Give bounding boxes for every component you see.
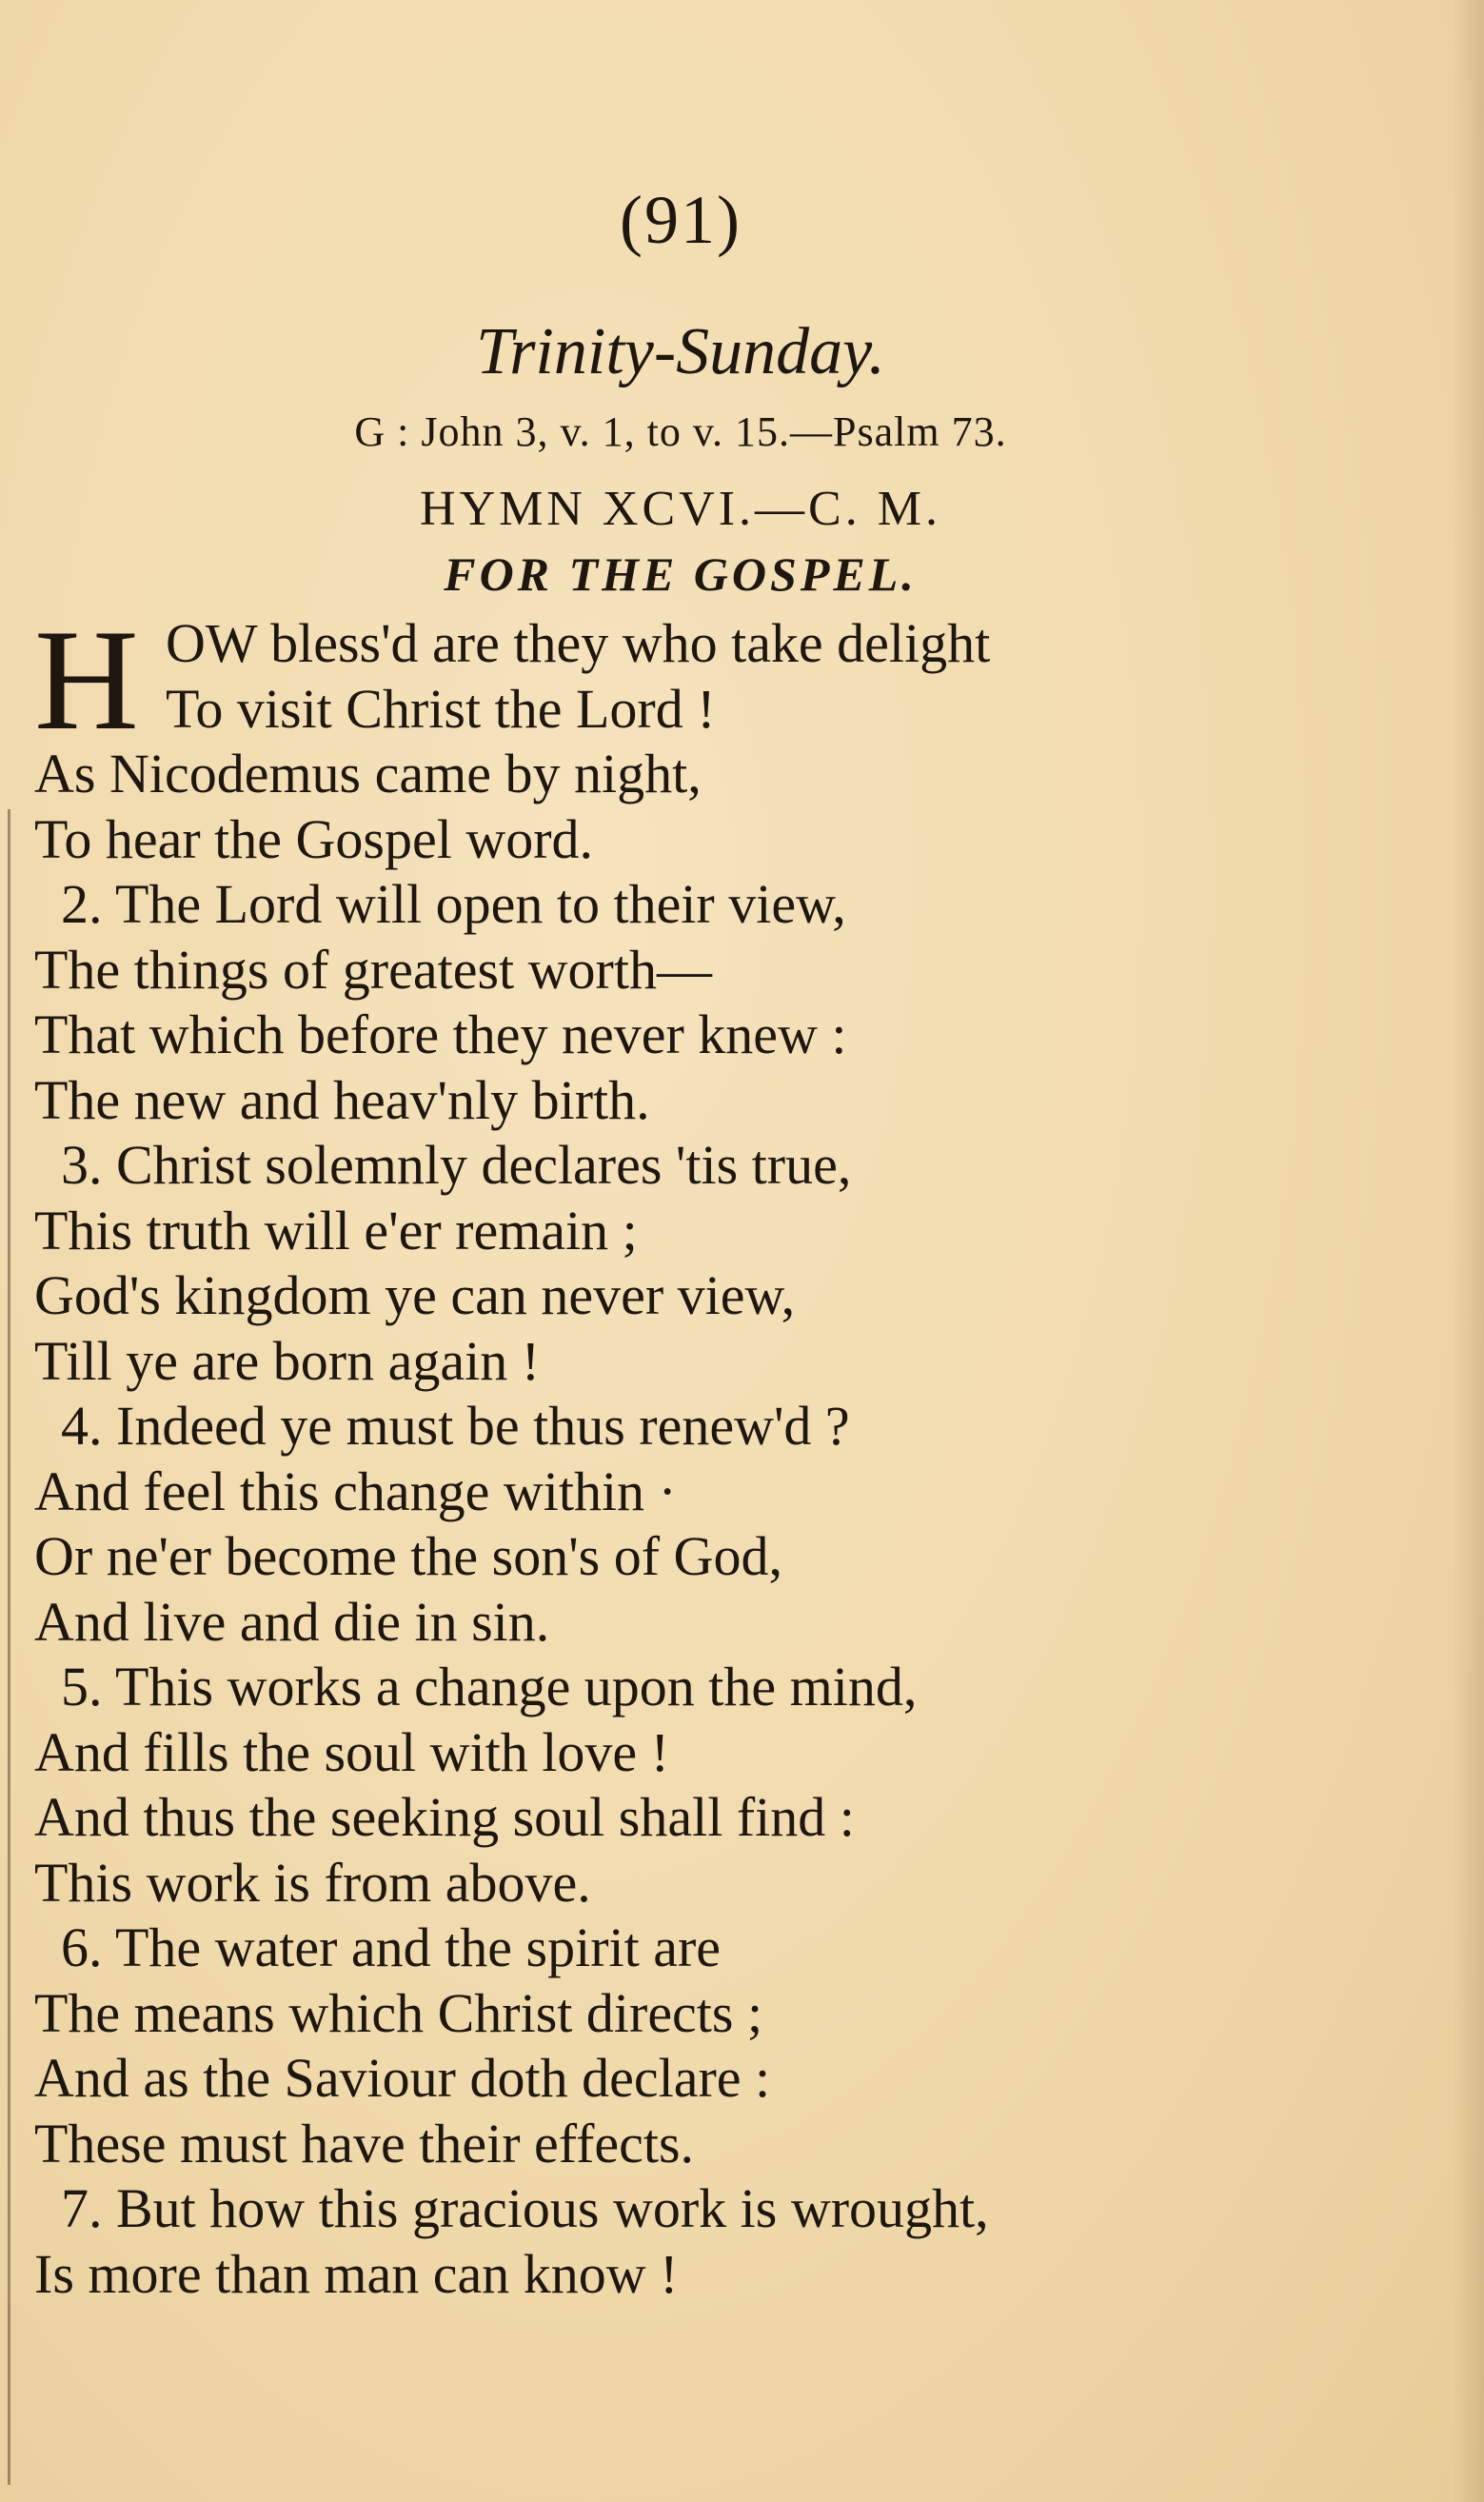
verse-line: 3. Christ solemnly declares 'tis true, xyxy=(61,1134,852,1196)
page-edge-shadow xyxy=(1452,0,1484,2502)
verse-line: And live and die in sin. xyxy=(34,1590,550,1653)
verse-line: And fills the soul with love ! xyxy=(34,1720,669,1783)
scripture-reference: G : John 3, v. 1, to v. 15.—Psalm 73. xyxy=(354,408,1007,455)
verse-line: Till ye are born again ! xyxy=(34,1329,541,1392)
verse-line: 6. The water and the spirit are xyxy=(61,1916,722,1978)
verse-line: Is more than man can know ! xyxy=(34,2242,679,2305)
verse-line: That which before they never knew : xyxy=(34,1003,847,1065)
section-title: Trinity-Sunday. xyxy=(476,315,885,388)
verse-line: 2. The Lord will open to their view, xyxy=(61,873,846,935)
verse-line: OW bless'd are they who take delight xyxy=(166,612,991,674)
verse-line: This truth will e'er remain ; xyxy=(34,1199,638,1261)
verse-line: 5. This works a change upon the mind, xyxy=(61,1656,918,1718)
verse-line: The new and heav'nly birth. xyxy=(34,1068,650,1131)
verse-line: To hear the Gospel word. xyxy=(34,807,594,870)
hymn-heading: HYMN XCVI.—C. M. xyxy=(420,482,941,536)
verse-line: Or ne'er become the son's of God, xyxy=(34,1525,782,1587)
verse-line: To visit Christ the Lord ! xyxy=(166,677,716,740)
hymn-verses xyxy=(34,600,1234,2307)
verse-line: And feel this change within · xyxy=(34,1460,677,1522)
verse-line: The things of greatest worth— xyxy=(34,938,712,1001)
verse-line: And thus the seeking soul shall find : xyxy=(34,1786,855,1848)
verse-line: And as the Saviour doth declare : xyxy=(34,2047,771,2109)
verse-line: These must have their effects. xyxy=(34,2112,695,2174)
verse-line: 7. But how this gracious work is wrought, xyxy=(61,2177,989,2239)
drop-cap: H xyxy=(34,600,139,760)
verse-line: The means which Christ directs ; xyxy=(34,1981,763,2044)
gutter-margin-marks xyxy=(8,809,20,2485)
page-number: (91) xyxy=(620,182,742,258)
verse-line: God's kingdom ye can never view, xyxy=(34,1264,796,1326)
verse-line: As Nicodemus came by night, xyxy=(34,743,702,804)
verse-line: This work is from above. xyxy=(34,1851,591,1914)
verse-line: 4. Indeed ye must be thus renew'd ? xyxy=(61,1395,850,1457)
hymn-subheading: FOR THE GOSPEL. xyxy=(444,547,918,601)
